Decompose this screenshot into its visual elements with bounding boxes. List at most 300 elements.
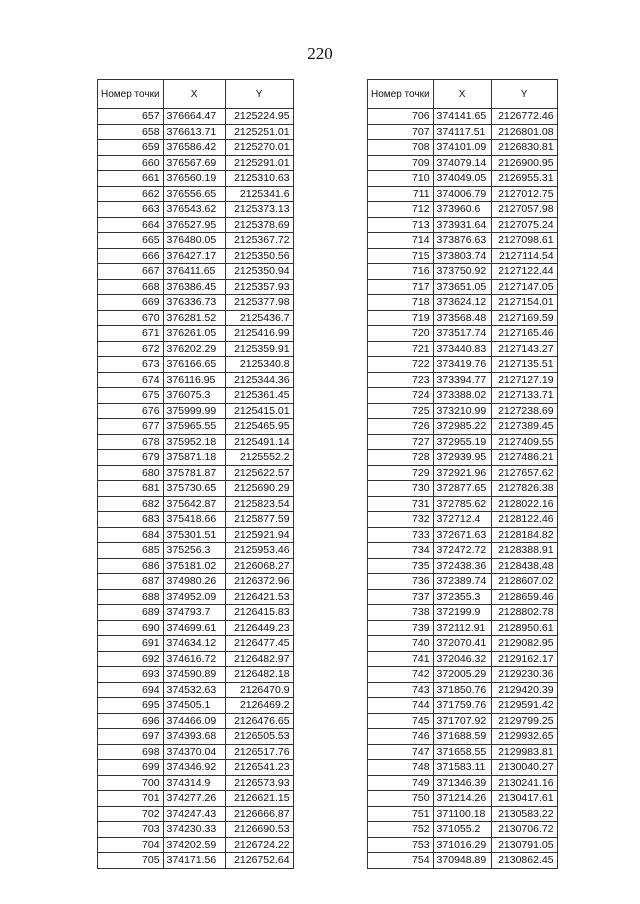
point-number-cell: 714: [368, 233, 434, 249]
y-cell: 2130040.27: [491, 760, 557, 776]
table-row: [368, 713, 558, 729]
x-cell: 375418.66: [163, 512, 225, 528]
y-cell: 2127169.59: [491, 310, 557, 326]
point-number-cell: 685: [98, 543, 164, 559]
table-row: [368, 760, 558, 776]
point-number-cell: 682: [98, 496, 164, 512]
x-cell: 374049.05: [433, 171, 491, 187]
table-row: [98, 682, 294, 698]
y-cell: 2127057.98: [491, 202, 557, 218]
table-row: [98, 729, 294, 745]
x-cell: 375256.3: [163, 543, 225, 559]
y-cell: 2125491.14: [225, 434, 293, 450]
y-cell: 2126476.65: [225, 713, 293, 729]
y-cell: 2127389.45: [491, 419, 557, 435]
point-number-cell: 728: [368, 450, 434, 466]
table-row: [98, 326, 294, 342]
point-number-cell: 695: [98, 698, 164, 714]
table-row: [368, 698, 558, 714]
x-cell: 376586.42: [163, 140, 225, 156]
point-number-cell: 734: [368, 543, 434, 559]
y-cell: 2125436.7: [225, 310, 293, 326]
table-row: [368, 419, 558, 435]
point-number-cell: 701: [98, 791, 164, 807]
y-cell: 2125224.95: [225, 109, 293, 125]
y-cell: 2126900.95: [491, 155, 557, 171]
x-cell: 376613.71: [163, 124, 225, 140]
table-row: [98, 233, 294, 249]
point-number-cell: 707: [368, 124, 434, 140]
x-cell: 374634.12: [163, 636, 225, 652]
y-cell: 2130583.22: [491, 806, 557, 822]
x-cell: 371759.76: [433, 698, 491, 714]
x-cell: 376281.52: [163, 310, 225, 326]
point-number-cell: 710: [368, 171, 434, 187]
y-cell: 2127127.19: [491, 372, 557, 388]
point-number-cell: 722: [368, 357, 434, 373]
table-row: [368, 450, 558, 466]
table-row: [98, 574, 294, 590]
x-cell: 373876.63: [433, 233, 491, 249]
x-cell: 374532.63: [163, 682, 225, 698]
point-number-cell: 696: [98, 713, 164, 729]
x-cell: 371016.29: [433, 837, 491, 853]
x-cell: 371346.39: [433, 775, 491, 791]
point-number-cell: 697: [98, 729, 164, 745]
y-cell: 2126505.53: [225, 729, 293, 745]
point-number-cell: 736: [368, 574, 434, 590]
point-number-cell: 669: [98, 295, 164, 311]
point-number-cell: 686: [98, 558, 164, 574]
point-number-cell: 711: [368, 186, 434, 202]
x-cell: 376556.65: [163, 186, 225, 202]
table-row: [98, 109, 294, 125]
x-cell: 374393.68: [163, 729, 225, 745]
y-cell: 2125310.63: [225, 171, 293, 187]
y-cell: 2125622.57: [225, 465, 293, 481]
y-cell: 2125340.8: [225, 357, 293, 373]
table-row: [98, 589, 294, 605]
point-number-cell: 718: [368, 295, 434, 311]
y-cell: 2128802.78: [491, 605, 557, 621]
x-cell: 373210.99: [433, 403, 491, 419]
table-row: [368, 775, 558, 791]
x-cell: 374466.09: [163, 713, 225, 729]
x-cell: 371658.55: [433, 744, 491, 760]
table-row: [98, 620, 294, 636]
table-row: [368, 248, 558, 264]
y-cell: 2128122.46: [491, 512, 557, 528]
x-cell: 375730.65: [163, 481, 225, 497]
x-cell: 374370.04: [163, 744, 225, 760]
x-cell: 373803.74: [433, 248, 491, 264]
x-cell: 374314.9: [163, 775, 225, 791]
y-cell: 2125373.13: [225, 202, 293, 218]
y-cell: 2125270.01: [225, 140, 293, 156]
point-number-cell: 667: [98, 264, 164, 280]
header-point-number: Номер точки: [98, 80, 164, 109]
point-number-cell: 674: [98, 372, 164, 388]
y-cell: 2126517.76: [225, 744, 293, 760]
table-row: [98, 202, 294, 218]
x-cell: 372070.41: [433, 636, 491, 652]
x-cell: 374793.7: [163, 605, 225, 621]
y-cell: 2126541.23: [225, 760, 293, 776]
point-number-cell: 712: [368, 202, 434, 218]
table-row: [368, 744, 558, 760]
y-cell: 2125344.36: [225, 372, 293, 388]
y-cell: 2125357.93: [225, 279, 293, 295]
x-cell: 372939.95: [433, 450, 491, 466]
y-cell: 2128438.48: [491, 558, 557, 574]
x-cell: 372438.36: [433, 558, 491, 574]
y-cell: 2126482.18: [225, 667, 293, 683]
point-number-cell: 661: [98, 171, 164, 187]
x-cell: 374699.61: [163, 620, 225, 636]
table-row: [368, 109, 558, 125]
point-number-cell: 752: [368, 822, 434, 838]
y-cell: 2129799.25: [491, 713, 557, 729]
point-number-cell: 665: [98, 233, 164, 249]
y-cell: 2127165.46: [491, 326, 557, 342]
table-row: [368, 357, 558, 373]
x-cell: 372671.63: [433, 527, 491, 543]
x-cell: 376075.3: [163, 388, 225, 404]
point-number-cell: 739: [368, 620, 434, 636]
point-number-cell: 698: [98, 744, 164, 760]
table-row: [98, 434, 294, 450]
point-number-cell: 681: [98, 481, 164, 497]
y-cell: 2129420.39: [491, 682, 557, 698]
y-cell: 2125823.54: [225, 496, 293, 512]
table-row: [98, 791, 294, 807]
table-row: [368, 543, 558, 559]
point-number-cell: 703: [98, 822, 164, 838]
point-number-cell: 679: [98, 450, 164, 466]
table-row: [368, 791, 558, 807]
table-row: [98, 651, 294, 667]
table-row: [368, 326, 558, 342]
point-number-cell: 664: [98, 217, 164, 233]
x-cell: 373750.92: [433, 264, 491, 280]
point-number-cell: 663: [98, 202, 164, 218]
point-number-cell: 751: [368, 806, 434, 822]
table-row: [98, 605, 294, 621]
y-cell: 2126830.81: [491, 140, 557, 156]
table-row: [98, 837, 294, 853]
point-number-cell: 678: [98, 434, 164, 450]
point-number-cell: 699: [98, 760, 164, 776]
point-number-cell: 748: [368, 760, 434, 776]
point-number-cell: 723: [368, 372, 434, 388]
table-row: [368, 837, 558, 853]
x-cell: 374505.1: [163, 698, 225, 714]
point-number-cell: 694: [98, 682, 164, 698]
x-cell: 375301.51: [163, 527, 225, 543]
x-cell: 375181.02: [163, 558, 225, 574]
y-cell: 2126573.93: [225, 775, 293, 791]
table-row: [368, 729, 558, 745]
y-cell: 2127122.44: [491, 264, 557, 280]
x-cell: 371850.76: [433, 682, 491, 698]
x-cell: 372785.62: [433, 496, 491, 512]
y-cell: 2129932.65: [491, 729, 557, 745]
point-number-cell: 683: [98, 512, 164, 528]
table-row: [98, 481, 294, 497]
table-row: [98, 465, 294, 481]
point-number-cell: 735: [368, 558, 434, 574]
y-cell: 2127486.21: [491, 450, 557, 466]
y-cell: 2125415.01: [225, 403, 293, 419]
point-number-cell: 675: [98, 388, 164, 404]
y-cell: 2127657.62: [491, 465, 557, 481]
table-row: [368, 651, 558, 667]
y-cell: 2128659.46: [491, 589, 557, 605]
table-row: [368, 233, 558, 249]
point-number-cell: 677: [98, 419, 164, 435]
x-cell: 373440.83: [433, 341, 491, 357]
x-cell: 375871.18: [163, 450, 225, 466]
point-number-cell: 738: [368, 605, 434, 621]
y-cell: 2130417.61: [491, 791, 557, 807]
y-cell: 2125690.29: [225, 481, 293, 497]
table-row: [98, 667, 294, 683]
table-row: [98, 822, 294, 838]
table-row: [368, 202, 558, 218]
x-cell: 373624.12: [433, 295, 491, 311]
y-cell: 2130862.45: [491, 853, 557, 869]
y-cell: 2127826.38: [491, 481, 557, 497]
y-cell: 2126415.83: [225, 605, 293, 621]
x-cell: 372355.3: [433, 589, 491, 605]
y-cell: 2126724.22: [225, 837, 293, 853]
table-row: [98, 295, 294, 311]
x-cell: 371214.26: [433, 791, 491, 807]
table-row: [368, 217, 558, 233]
point-number-cell: 687: [98, 574, 164, 590]
table-row: [98, 744, 294, 760]
x-cell: 376527.95: [163, 217, 225, 233]
header-y: Y: [491, 80, 557, 109]
x-cell: 371055.2: [433, 822, 491, 838]
table-row: [98, 155, 294, 171]
y-cell: 2128388.91: [491, 543, 557, 559]
y-cell: 2125350.56: [225, 248, 293, 264]
x-cell: 373394.77: [433, 372, 491, 388]
table-row: [98, 388, 294, 404]
y-cell: 2126752.64: [225, 853, 293, 869]
point-number-cell: 744: [368, 698, 434, 714]
y-cell: 2125377.98: [225, 295, 293, 311]
point-number-cell: 670: [98, 310, 164, 326]
x-cell: 374590.89: [163, 667, 225, 683]
point-number-cell: 693: [98, 667, 164, 683]
y-cell: 2125359.91: [225, 341, 293, 357]
y-cell: 2125361.45: [225, 388, 293, 404]
point-number-cell: 730: [368, 481, 434, 497]
x-cell: 372112.91: [433, 620, 491, 636]
point-number-cell: 745: [368, 713, 434, 729]
x-cell: 376386.45: [163, 279, 225, 295]
y-cell: 2126421.53: [225, 589, 293, 605]
table-row: [98, 279, 294, 295]
y-cell: 2126482.97: [225, 651, 293, 667]
point-number-cell: 725: [368, 403, 434, 419]
x-cell: 372921.96: [433, 465, 491, 481]
x-cell: 374277.26: [163, 791, 225, 807]
table-row: [98, 217, 294, 233]
table-row: [368, 806, 558, 822]
table-row: [98, 450, 294, 466]
y-cell: 2128184.82: [491, 527, 557, 543]
x-cell: 372046.32: [433, 651, 491, 667]
table-row: [368, 388, 558, 404]
x-cell: 374202.59: [163, 837, 225, 853]
y-cell: 2126801.08: [491, 124, 557, 140]
point-number-cell: 737: [368, 589, 434, 605]
point-number-cell: 732: [368, 512, 434, 528]
y-cell: 2127238.69: [491, 403, 557, 419]
y-cell: 2130706.72: [491, 822, 557, 838]
y-cell: 2125291.01: [225, 155, 293, 171]
y-cell: 2125251.01: [225, 124, 293, 140]
x-cell: 376427.17: [163, 248, 225, 264]
x-cell: 375952.18: [163, 434, 225, 450]
table-row: [98, 124, 294, 140]
table-row: [98, 372, 294, 388]
y-cell: 2127143.27: [491, 341, 557, 357]
y-cell: 2126690.53: [225, 822, 293, 838]
table-row: [368, 620, 558, 636]
x-cell: 370948.89: [433, 853, 491, 869]
table-row: [98, 558, 294, 574]
y-cell: 2126621.15: [225, 791, 293, 807]
point-number-cell: 680: [98, 465, 164, 481]
point-number-cell: 658: [98, 124, 164, 140]
table-row: [368, 512, 558, 528]
y-cell: 2130791.05: [491, 837, 557, 853]
table-row: [98, 310, 294, 326]
point-number-cell: 750: [368, 791, 434, 807]
point-number-cell: 746: [368, 729, 434, 745]
x-cell: 374171.56: [163, 853, 225, 869]
table-row: [98, 140, 294, 156]
x-cell: 371100.18: [433, 806, 491, 822]
y-cell: 2125921.94: [225, 527, 293, 543]
table-row: [368, 434, 558, 450]
table-row: [368, 171, 558, 187]
point-number-cell: 724: [368, 388, 434, 404]
point-number-cell: 705: [98, 853, 164, 869]
table-row: [368, 636, 558, 652]
table-row: [368, 155, 558, 171]
table-row: [368, 527, 558, 543]
y-cell: 2127098.61: [491, 233, 557, 249]
point-number-cell: 749: [368, 775, 434, 791]
y-cell: 2126469.2: [225, 698, 293, 714]
x-cell: 373651.05: [433, 279, 491, 295]
y-cell: 2127012.75: [491, 186, 557, 202]
table-row: [98, 496, 294, 512]
x-cell: 372712.4: [433, 512, 491, 528]
x-cell: 373517.74: [433, 326, 491, 342]
point-number-cell: 657: [98, 109, 164, 125]
point-number-cell: 720: [368, 326, 434, 342]
y-cell: 2126666.87: [225, 806, 293, 822]
y-cell: 2127075.24: [491, 217, 557, 233]
x-cell: 375965.55: [163, 419, 225, 435]
table-row: [368, 140, 558, 156]
table-row: [98, 636, 294, 652]
point-number-cell: 717: [368, 279, 434, 295]
table-row: [368, 372, 558, 388]
header-point-number: Номер точки: [368, 80, 434, 109]
y-cell: 2125350.94: [225, 264, 293, 280]
table-row: [98, 341, 294, 357]
x-cell: 376560.19: [163, 171, 225, 187]
table-row: [368, 310, 558, 326]
table-row: [368, 186, 558, 202]
point-number-cell: 659: [98, 140, 164, 156]
table-row: [368, 574, 558, 590]
table-row: [98, 248, 294, 264]
point-number-cell: 702: [98, 806, 164, 822]
y-cell: 2129983.81: [491, 744, 557, 760]
point-number-cell: 708: [368, 140, 434, 156]
x-cell: 373931.64: [433, 217, 491, 233]
x-cell: 372472.72: [433, 543, 491, 559]
x-cell: 375781.87: [163, 465, 225, 481]
point-number-cell: 726: [368, 419, 434, 435]
y-cell: 2125367.72: [225, 233, 293, 249]
y-cell: 2126955.31: [491, 171, 557, 187]
x-cell: 373419.76: [433, 357, 491, 373]
point-number-cell: 721: [368, 341, 434, 357]
y-cell: 2125552.2: [225, 450, 293, 466]
point-number-cell: 672: [98, 341, 164, 357]
y-cell: 2125953.46: [225, 543, 293, 559]
header-x: X: [163, 80, 225, 109]
point-number-cell: 671: [98, 326, 164, 342]
y-cell: 2126470.9: [225, 682, 293, 698]
x-cell: 374346.92: [163, 760, 225, 776]
table-row: [368, 667, 558, 683]
point-number-cell: 715: [368, 248, 434, 264]
y-cell: 2126772.46: [491, 109, 557, 125]
table-row: [98, 512, 294, 528]
point-number-cell: 689: [98, 605, 164, 621]
point-number-cell: 719: [368, 310, 434, 326]
x-cell: 374101.09: [433, 140, 491, 156]
point-number-cell: 668: [98, 279, 164, 295]
table-row: [368, 295, 558, 311]
coordinates-table-right: [367, 79, 558, 869]
x-cell: 374079.14: [433, 155, 491, 171]
table-row: [98, 760, 294, 776]
x-cell: 372199.9: [433, 605, 491, 621]
table-row: [98, 403, 294, 419]
y-cell: 2126372.96: [225, 574, 293, 590]
header-x: X: [433, 80, 491, 109]
point-number-cell: 662: [98, 186, 164, 202]
table-row: [98, 419, 294, 435]
point-number-cell: 706: [368, 109, 434, 125]
table-row: [368, 465, 558, 481]
point-number-cell: 691: [98, 636, 164, 652]
y-cell: 2126477.45: [225, 636, 293, 652]
table-row: [98, 527, 294, 543]
x-cell: 374952.09: [163, 589, 225, 605]
